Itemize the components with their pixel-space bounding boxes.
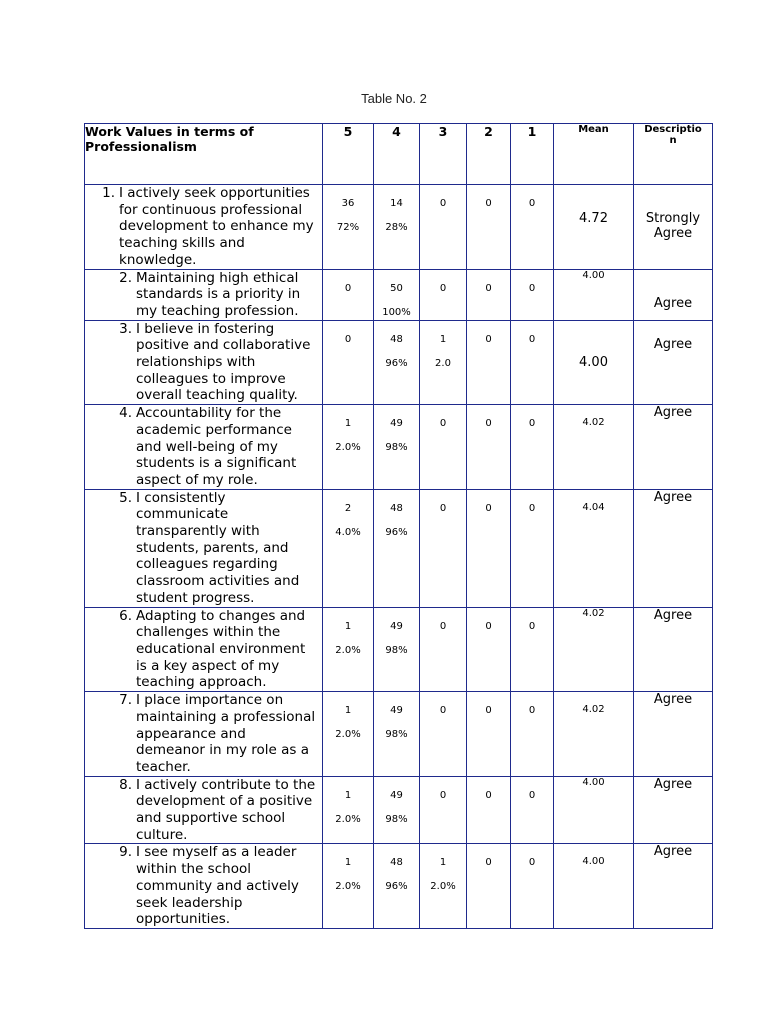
score-4-cell — [374, 844, 420, 929]
header-description-line1: Descriptio — [644, 124, 702, 135]
mean-cell — [554, 692, 634, 777]
score-5-cell-count: 1 — [344, 857, 352, 869]
score-4-cell-percent: 98% — [385, 644, 408, 656]
score-3-cell-count: 0 — [439, 418, 447, 430]
score-5-cell-percent: 2.0% — [335, 442, 361, 454]
statement-number: 1. — [102, 185, 115, 201]
mean-cell — [554, 405, 634, 490]
score-3-cell — [420, 269, 467, 320]
mean-value: 4.00 — [582, 776, 605, 788]
score-4-cell-count: 49 — [390, 620, 403, 632]
score-4-cell-percent: 98% — [385, 729, 408, 741]
statement-text: Adapting to changes and challenges within the educational environment is a key aspect of my teaching approach. — [136, 607, 306, 691]
statement-cell — [85, 692, 323, 777]
table-caption: Table No. 2 — [361, 91, 427, 106]
description-cell — [634, 489, 713, 607]
score-4-cell-percent: 96% — [385, 357, 408, 369]
score-1-cell-count: 0 — [528, 620, 536, 632]
score-5-cell — [323, 776, 374, 844]
table-row — [85, 405, 713, 490]
score-1-cell-count: 0 — [528, 282, 536, 294]
table-row — [85, 489, 713, 607]
score-2-cell — [467, 844, 511, 929]
statement-text: I see myself as a leader within the school community and actively seek leadership opportunities. — [136, 844, 299, 928]
score-1-cell — [511, 269, 554, 320]
score-5-cell-percent: 2.0% — [335, 813, 361, 825]
statement-text: I place importance on maintaining a professional appearance and demeanor in my role as a teacher. — [136, 692, 316, 775]
score-2-cell-count: 0 — [485, 418, 492, 430]
table-row — [85, 185, 713, 270]
mean-value: 4.00 — [579, 354, 608, 370]
description-cell — [634, 844, 713, 929]
mean-value: 4.04 — [582, 501, 605, 513]
score-4-cell-count: 49 — [390, 705, 403, 717]
table-row — [85, 692, 713, 777]
score-5-cell-percent: 72% — [336, 222, 360, 233]
score-4-cell-count: 49 — [390, 418, 403, 430]
score-2-cell — [467, 320, 511, 405]
score-3-cell — [420, 489, 467, 607]
score-2-cell-count: 0 — [485, 333, 492, 345]
statement-number: 3. — [119, 320, 132, 337]
score-2-cell-count: 0 — [485, 705, 492, 717]
mean-cell — [554, 776, 634, 844]
description-value: Strongly Agree — [645, 211, 701, 241]
score-5-cell-percent: 2.0% — [335, 881, 361, 893]
score-1-cell — [511, 405, 554, 490]
score-4-cell — [374, 776, 420, 844]
statement-cell — [85, 844, 323, 929]
score-5-cell-count: 1 — [344, 620, 352, 632]
score-1-cell — [511, 607, 554, 692]
description-cell — [634, 320, 713, 405]
statement-number: 4. — [119, 405, 132, 422]
score-5-cell-count: 36 — [341, 198, 355, 209]
score-1-cell-count: 0 — [528, 198, 536, 209]
score-3-cell-count: 1 — [439, 333, 447, 345]
score-2-cell — [467, 489, 511, 607]
statement-number: 7. — [119, 692, 132, 709]
score-3-cell-count: 0 — [439, 198, 447, 209]
header-col-5: 5 — [323, 124, 374, 185]
score-4-cell — [374, 320, 420, 405]
description-value: Agree — [653, 607, 693, 623]
mean-value: 4.02 — [582, 607, 605, 619]
score-2-cell — [467, 269, 511, 320]
score-2-cell — [467, 607, 511, 692]
statement-cell — [85, 185, 323, 270]
score-5-cell — [323, 489, 374, 607]
score-3-cell-count: 1 — [439, 857, 447, 869]
score-3-cell-percent: 2.0 — [435, 357, 451, 369]
score-1-cell — [511, 692, 554, 777]
statement-cell — [85, 607, 323, 692]
score-5-cell — [323, 844, 374, 929]
score-4-cell — [374, 185, 420, 270]
statement-number: 5. — [119, 489, 132, 506]
mean-value: 4.72 — [579, 211, 608, 226]
description-value: Agree — [653, 489, 693, 505]
score-3-cell-percent: 2.0% — [430, 881, 456, 893]
mean-cell — [554, 269, 634, 320]
score-2-cell-count: 0 — [485, 789, 492, 801]
score-1-cell — [511, 844, 554, 929]
header-row — [85, 124, 713, 185]
mean-cell — [554, 320, 634, 405]
score-5-cell-count: 1 — [344, 705, 352, 717]
statement-number: 8. — [119, 776, 132, 793]
work-values-table — [84, 123, 713, 929]
score-1-cell-count: 0 — [528, 789, 536, 801]
mean-cell — [554, 844, 634, 929]
score-2-cell — [467, 405, 511, 490]
score-1-cell — [511, 489, 554, 607]
score-4-cell-count: 48 — [390, 333, 403, 345]
description-value: Agree — [653, 405, 693, 421]
statement-number: 6. — [119, 607, 132, 624]
header-col-2: 2 — [467, 124, 511, 185]
description-cell — [634, 405, 713, 490]
score-4-cell-count: 48 — [390, 857, 403, 869]
mean-cell — [554, 607, 634, 692]
score-3-cell — [420, 405, 467, 490]
score-4-cell-percent: 28% — [385, 222, 408, 233]
score-4-cell-count: 49 — [390, 789, 403, 801]
mean-cell — [554, 489, 634, 607]
description-value: Agree — [653, 295, 693, 311]
score-2-cell-count: 0 — [485, 620, 492, 632]
score-4-cell — [374, 607, 420, 692]
description-value: Agree — [653, 776, 693, 792]
description-cell — [634, 607, 713, 692]
score-3-cell-count: 0 — [439, 789, 447, 801]
score-4-cell-percent: 98% — [385, 442, 408, 454]
description-cell — [634, 776, 713, 844]
score-3-cell — [420, 692, 467, 777]
statement-text: I actively contribute to the development of a positive and supportive school culture. — [136, 776, 316, 843]
score-4-cell-percent: 96% — [385, 526, 408, 538]
header-col-1: 1 — [511, 124, 554, 185]
score-3-cell-count: 0 — [439, 502, 447, 514]
table-row — [85, 844, 713, 929]
score-1-cell — [511, 185, 554, 270]
statement-text: I actively seek opportunities for continuous professional development to enhance my teaching skills and knowledge. — [119, 185, 314, 268]
score-5-cell-count: 0 — [344, 282, 352, 294]
score-5-cell — [323, 692, 374, 777]
score-3-cell — [420, 185, 467, 270]
header-col-3: 3 — [420, 124, 467, 185]
statement-cell — [85, 776, 323, 844]
mean-value: 4.02 — [582, 704, 605, 716]
score-5-cell — [323, 405, 374, 490]
score-2-cell — [467, 776, 511, 844]
score-4-cell-count: 14 — [390, 198, 403, 209]
statement-cell — [85, 405, 323, 490]
score-1-cell-count: 0 — [528, 502, 536, 514]
score-4-cell — [374, 405, 420, 490]
score-1-cell — [511, 776, 554, 844]
score-5-cell-percent: 2.0% — [335, 729, 361, 741]
statement-number: 2. — [119, 269, 132, 286]
score-4-cell-percent: 96% — [385, 881, 408, 893]
score-3-cell — [420, 776, 467, 844]
description-cell — [634, 269, 713, 320]
description-cell — [634, 185, 713, 270]
header-description — [634, 124, 713, 185]
score-3-cell-count: 0 — [439, 705, 447, 717]
statement-number: 9. — [119, 844, 132, 861]
score-5-cell — [323, 269, 374, 320]
score-4-cell-percent: 100% — [382, 306, 411, 318]
table-row — [85, 607, 713, 692]
score-5-cell-count: 0 — [344, 333, 352, 345]
table-row — [85, 320, 713, 405]
score-3-cell — [420, 844, 467, 929]
score-5-cell — [323, 320, 374, 405]
score-1-cell-count: 0 — [528, 333, 536, 345]
score-4-cell-percent: 98% — [385, 813, 408, 825]
table-row — [85, 776, 713, 844]
score-4-cell — [374, 489, 420, 607]
score-3-cell-count: 0 — [439, 282, 447, 294]
score-2-cell-count: 0 — [485, 198, 492, 209]
header-col-4: 4 — [374, 124, 420, 185]
score-2-cell — [467, 185, 511, 270]
score-4-cell-count: 48 — [390, 502, 403, 514]
mean-value: 4.00 — [582, 856, 605, 868]
description-value: Agree — [653, 844, 693, 860]
statement-text: Accountability for the academic performance and well-being of my students is a significant aspect of my role. — [136, 405, 297, 488]
header-work-values: Work Values in terms of Professionalism — [85, 124, 323, 185]
score-1-cell-count: 0 — [528, 857, 536, 869]
mean-cell — [554, 185, 634, 270]
score-2-cell — [467, 692, 511, 777]
score-3-cell — [420, 320, 467, 405]
score-3-cell — [420, 607, 467, 692]
score-5-cell-percent: 4.0% — [335, 526, 361, 538]
statement-cell — [85, 269, 323, 320]
score-5-cell-count: 2 — [344, 502, 352, 514]
description-value: Agree — [653, 336, 693, 352]
statement-text: I believe in fostering positive and collaborative relationships with colleagues to improve overall teaching quality. — [136, 320, 311, 404]
score-1-cell — [511, 320, 554, 405]
score-4-cell — [374, 692, 420, 777]
statement-cell — [85, 489, 323, 607]
score-2-cell-count: 0 — [485, 502, 492, 514]
mean-value: 4.00 — [582, 269, 605, 281]
statement-cell — [85, 320, 323, 405]
header-mean: Mean — [554, 124, 634, 185]
score-3-cell-count: 0 — [439, 620, 447, 632]
description-value: Agree — [653, 692, 693, 708]
score-2-cell-count: 0 — [485, 857, 492, 869]
score-4-cell — [374, 269, 420, 320]
score-4-cell-count: 50 — [390, 282, 403, 294]
table-row — [85, 269, 713, 320]
score-1-cell-count: 0 — [528, 705, 536, 717]
score-1-cell-count: 0 — [528, 418, 536, 430]
statement-text: I consistently communicate transparently with students, parents, and colleagues regarding classroom activities and student progress. — [136, 489, 300, 606]
header-description-line2: n — [669, 135, 677, 146]
score-5-cell — [323, 607, 374, 692]
score-5-cell-count: 1 — [344, 418, 352, 430]
statement-text: Maintaining high ethical standards is a priority in my teaching profession. — [136, 269, 301, 319]
score-2-cell-count: 0 — [485, 282, 492, 294]
score-5-cell-count: 1 — [344, 789, 352, 801]
description-cell — [634, 692, 713, 777]
mean-value: 4.02 — [582, 417, 605, 429]
score-5-cell-percent: 2.0% — [335, 644, 361, 656]
score-5-cell — [323, 185, 374, 270]
